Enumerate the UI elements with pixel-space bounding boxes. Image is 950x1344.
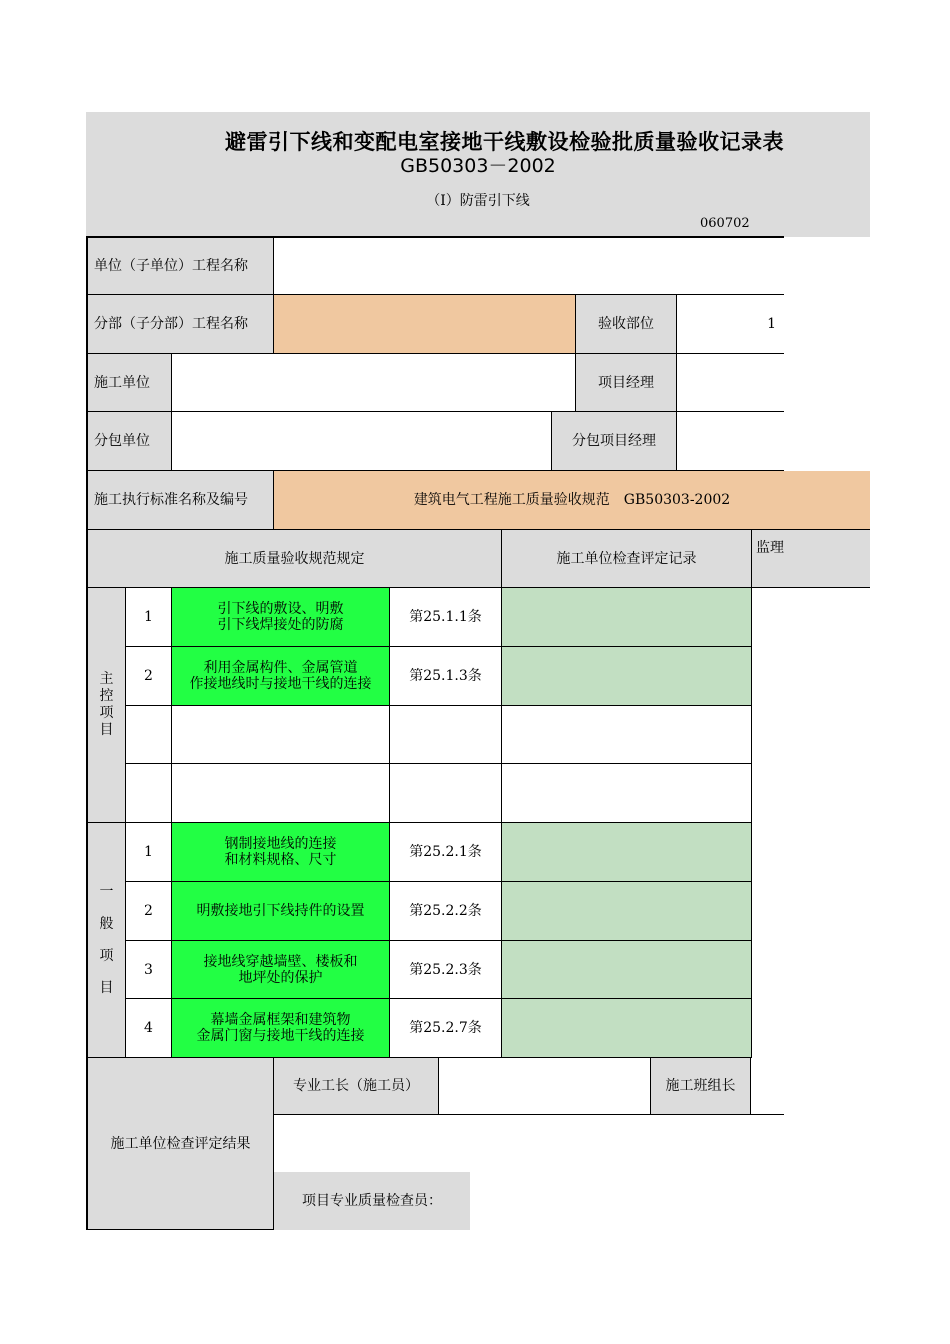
- supervision-column-header: 监理: [752, 530, 870, 588]
- subcontractor-field[interactable]: [172, 412, 552, 471]
- main-item-3-record[interactable]: [502, 706, 752, 764]
- unit-project-field[interactable]: [274, 236, 784, 295]
- general-item-4-clause: 第25.2.7条: [390, 999, 502, 1058]
- project-manager-field[interactable]: [677, 354, 784, 412]
- general-item-1-no: 1: [126, 823, 172, 882]
- main-item-2-desc: [172, 647, 390, 706]
- inspector-field[interactable]: [470, 1172, 784, 1230]
- foreman-field[interactable]: [439, 1058, 651, 1115]
- general-item-1-desc-line-2: 和材料规格、尺寸: [224, 852, 337, 868]
- main-item-1-clause: 第25.1.1条: [390, 588, 502, 647]
- project-manager-label: 项目经理: [576, 354, 677, 412]
- foreman-label: 专业工长（施工员）: [274, 1058, 439, 1115]
- sub-project-field[interactable]: [274, 295, 576, 354]
- team-leader-label: 施工班组长: [651, 1058, 751, 1115]
- main-group-char-1: 主: [99, 671, 114, 687]
- main-item-2-record[interactable]: [502, 647, 752, 706]
- main-item-1-desc-line-2: 引下线焊接处的防腐: [217, 617, 344, 633]
- main-item-1-desc-line-1: 引下线的敷设、明敷: [217, 601, 344, 617]
- main-item-1-no: 1: [126, 588, 172, 647]
- main-item-4-record[interactable]: [502, 764, 752, 823]
- general-item-1-desc-line-1: 钢制接地线的连接: [224, 836, 337, 852]
- general-item-3-desc: [172, 941, 390, 999]
- main-item-4-no: [126, 764, 172, 823]
- main-group-char-2: 控: [99, 688, 114, 704]
- general-item-3-record[interactable]: [502, 941, 752, 999]
- unit-project-label: 单位（子单位）工程名称: [88, 236, 274, 295]
- sub-project-manager-label: 分包项目经理: [552, 412, 677, 471]
- contractor-field[interactable]: [172, 354, 576, 412]
- result-field[interactable]: [274, 1115, 784, 1172]
- main-group-char-3: 项: [99, 705, 114, 721]
- acceptance-part-field[interactable]: 1: [677, 295, 784, 354]
- general-item-1-desc: [172, 823, 390, 882]
- team-leader-field[interactable]: [751, 1058, 784, 1115]
- result-label: 施工单位检查评定结果: [88, 1058, 274, 1230]
- main-item-4-clause: [390, 764, 502, 823]
- main-group-char-4: 目: [99, 722, 114, 738]
- sub-project-manager-field[interactable]: [677, 412, 784, 471]
- general-item-3-clause: 第25.2.3条: [390, 941, 502, 999]
- main-item-1-record[interactable]: [502, 588, 752, 647]
- exec-standard-value: 建筑电气工程施工质量验收规范 GB50303-2002: [274, 471, 870, 530]
- general-items-group-label: [88, 823, 126, 1058]
- spec-column-header: 施工质量验收规范规定: [88, 530, 502, 588]
- general-item-1-record[interactable]: [502, 823, 752, 882]
- general-item-4-desc-line-2: 金属门窗与接地干线的连接: [196, 1028, 365, 1044]
- general-item-4-desc: [172, 999, 390, 1058]
- main-item-3-desc: [172, 706, 390, 764]
- form-number: 060702: [700, 216, 750, 231]
- general-item-2-clause: 第25.2.2条: [390, 882, 502, 941]
- document-title: 避雷引下线和变配电室接地干线敷设检验批质量验收记录表: [225, 130, 784, 154]
- main-item-2-clause: 第25.1.3条: [390, 647, 502, 706]
- general-group-char-1: 一: [99, 884, 114, 900]
- general-item-2-desc-line-1: 明敷接地引下线持件的设置: [196, 903, 365, 919]
- main-item-2-desc-line-2: 作接地线时与接地干线的连接: [189, 676, 372, 692]
- general-group-char-3: 项: [99, 948, 114, 964]
- general-item-4-no: 4: [126, 999, 172, 1058]
- main-items-group-label: [88, 588, 126, 823]
- general-group-char-2: 般: [99, 916, 114, 932]
- main-item-1-desc: [172, 588, 390, 647]
- general-item-1-clause: 第25.2.1条: [390, 823, 502, 882]
- main-item-2-desc-line-1: 利用金属构件、金属管道: [203, 660, 358, 676]
- general-item-3-desc-line-1: 接地线穿越墙壁、楼板和: [203, 953, 358, 970]
- general-group-char-4: 目: [99, 980, 114, 996]
- document-subtitle: （Ⅰ）防雷引下线: [426, 193, 530, 209]
- acceptance-part-label: 验收部位: [576, 295, 677, 354]
- main-item-3-clause: [390, 706, 502, 764]
- general-item-2-record[interactable]: [502, 882, 752, 941]
- general-item-2-no: 2: [126, 882, 172, 941]
- general-item-4-desc-line-1: 幕墙金属框架和建筑物: [210, 1012, 351, 1028]
- general-item-3-no: 3: [126, 941, 172, 999]
- check-record-column-header: 施工单位检查评定记录: [502, 530, 752, 588]
- contractor-label: 施工单位: [88, 354, 172, 412]
- main-item-3-no: [126, 706, 172, 764]
- general-item-3-desc-line-2: 地坪处的保护: [238, 969, 323, 986]
- exec-standard-label: 施工执行标准名称及编号: [88, 471, 274, 530]
- subcontractor-label: 分包单位: [88, 412, 172, 471]
- general-item-4-record[interactable]: [502, 999, 752, 1058]
- general-item-2-desc: [172, 882, 390, 941]
- inspector-label: 项目专业质量检查员：: [274, 1172, 470, 1230]
- main-item-4-desc: [172, 764, 390, 823]
- main-item-2-no: 2: [126, 647, 172, 706]
- sub-project-label: 分部（子分部）工程名称: [88, 295, 274, 354]
- standard-code: GB50303－2002: [400, 155, 556, 177]
